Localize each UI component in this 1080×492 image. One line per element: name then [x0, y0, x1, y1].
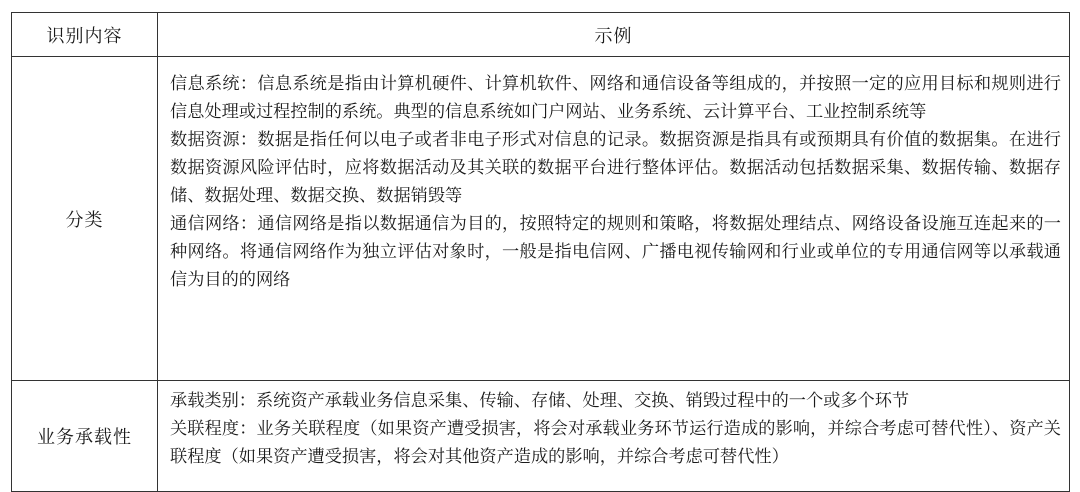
- paragraph-data-resource: 数据资源：数据是指任何以电子或者非电子形式对信息的记录。数据资源是指具有或预期具有价值的数据集。在进行数据资源风险评估时，应将数据活动及其关联的数据平台进行整体评估。数据活动包括数据采集、数据传输、数据存储、数据处理、数据交换、数据销毁等: [170, 130, 1061, 206]
- paragraph-carrying-type: 承载类别：系统资产承载业务信息采集、传输、存储、处理、交换、销毁过程中的一个或多个环节: [170, 391, 910, 411]
- row-category-business-carrying: 业务承载性: [12, 381, 158, 492]
- header-example: 示例: [158, 13, 1070, 57]
- paragraph-association-degree: 关联程度：业务关联程度（如果资产遭受损害，将会对承载业务环节运行造成的影响，并综合考虑可替代性）、资产关联程度（如果资产遭受损害，将会对其他资产造成的影响，并综合考虑可替代性）: [170, 419, 1061, 467]
- table-row: [12, 57, 1070, 381]
- table-row: [12, 381, 1070, 492]
- identification-table: [11, 12, 1070, 492]
- row-examples-business-carrying: [158, 381, 1070, 492]
- paragraph-information-system: 信息系统：信息系统是指由计算机硬件、计算机软件、网络和通信设备等组成的，并按照一定的应用目标和规则进行信息处理或过程控制的系统。典型的信息系统如门户网站、业务系统、云计算平台、工业控制系统等: [170, 74, 1061, 122]
- header-identification-content: 识别内容: [12, 13, 158, 57]
- paragraph-communication-network: 通信网络：通信网络是指以数据通信为目的，按照特定的规则和策略，将数据处理结点、网络设备设施互连起来的一种网络。将通信网络作为独立评估对象时，一般是指电信网、广播电视传输网和行业或单位的专用通信网等以承载通信为目的的网络: [170, 214, 1061, 290]
- row-category-classification: 分类: [12, 57, 158, 381]
- row-examples-classification: [158, 57, 1070, 381]
- table-header-row: [12, 13, 1070, 57]
